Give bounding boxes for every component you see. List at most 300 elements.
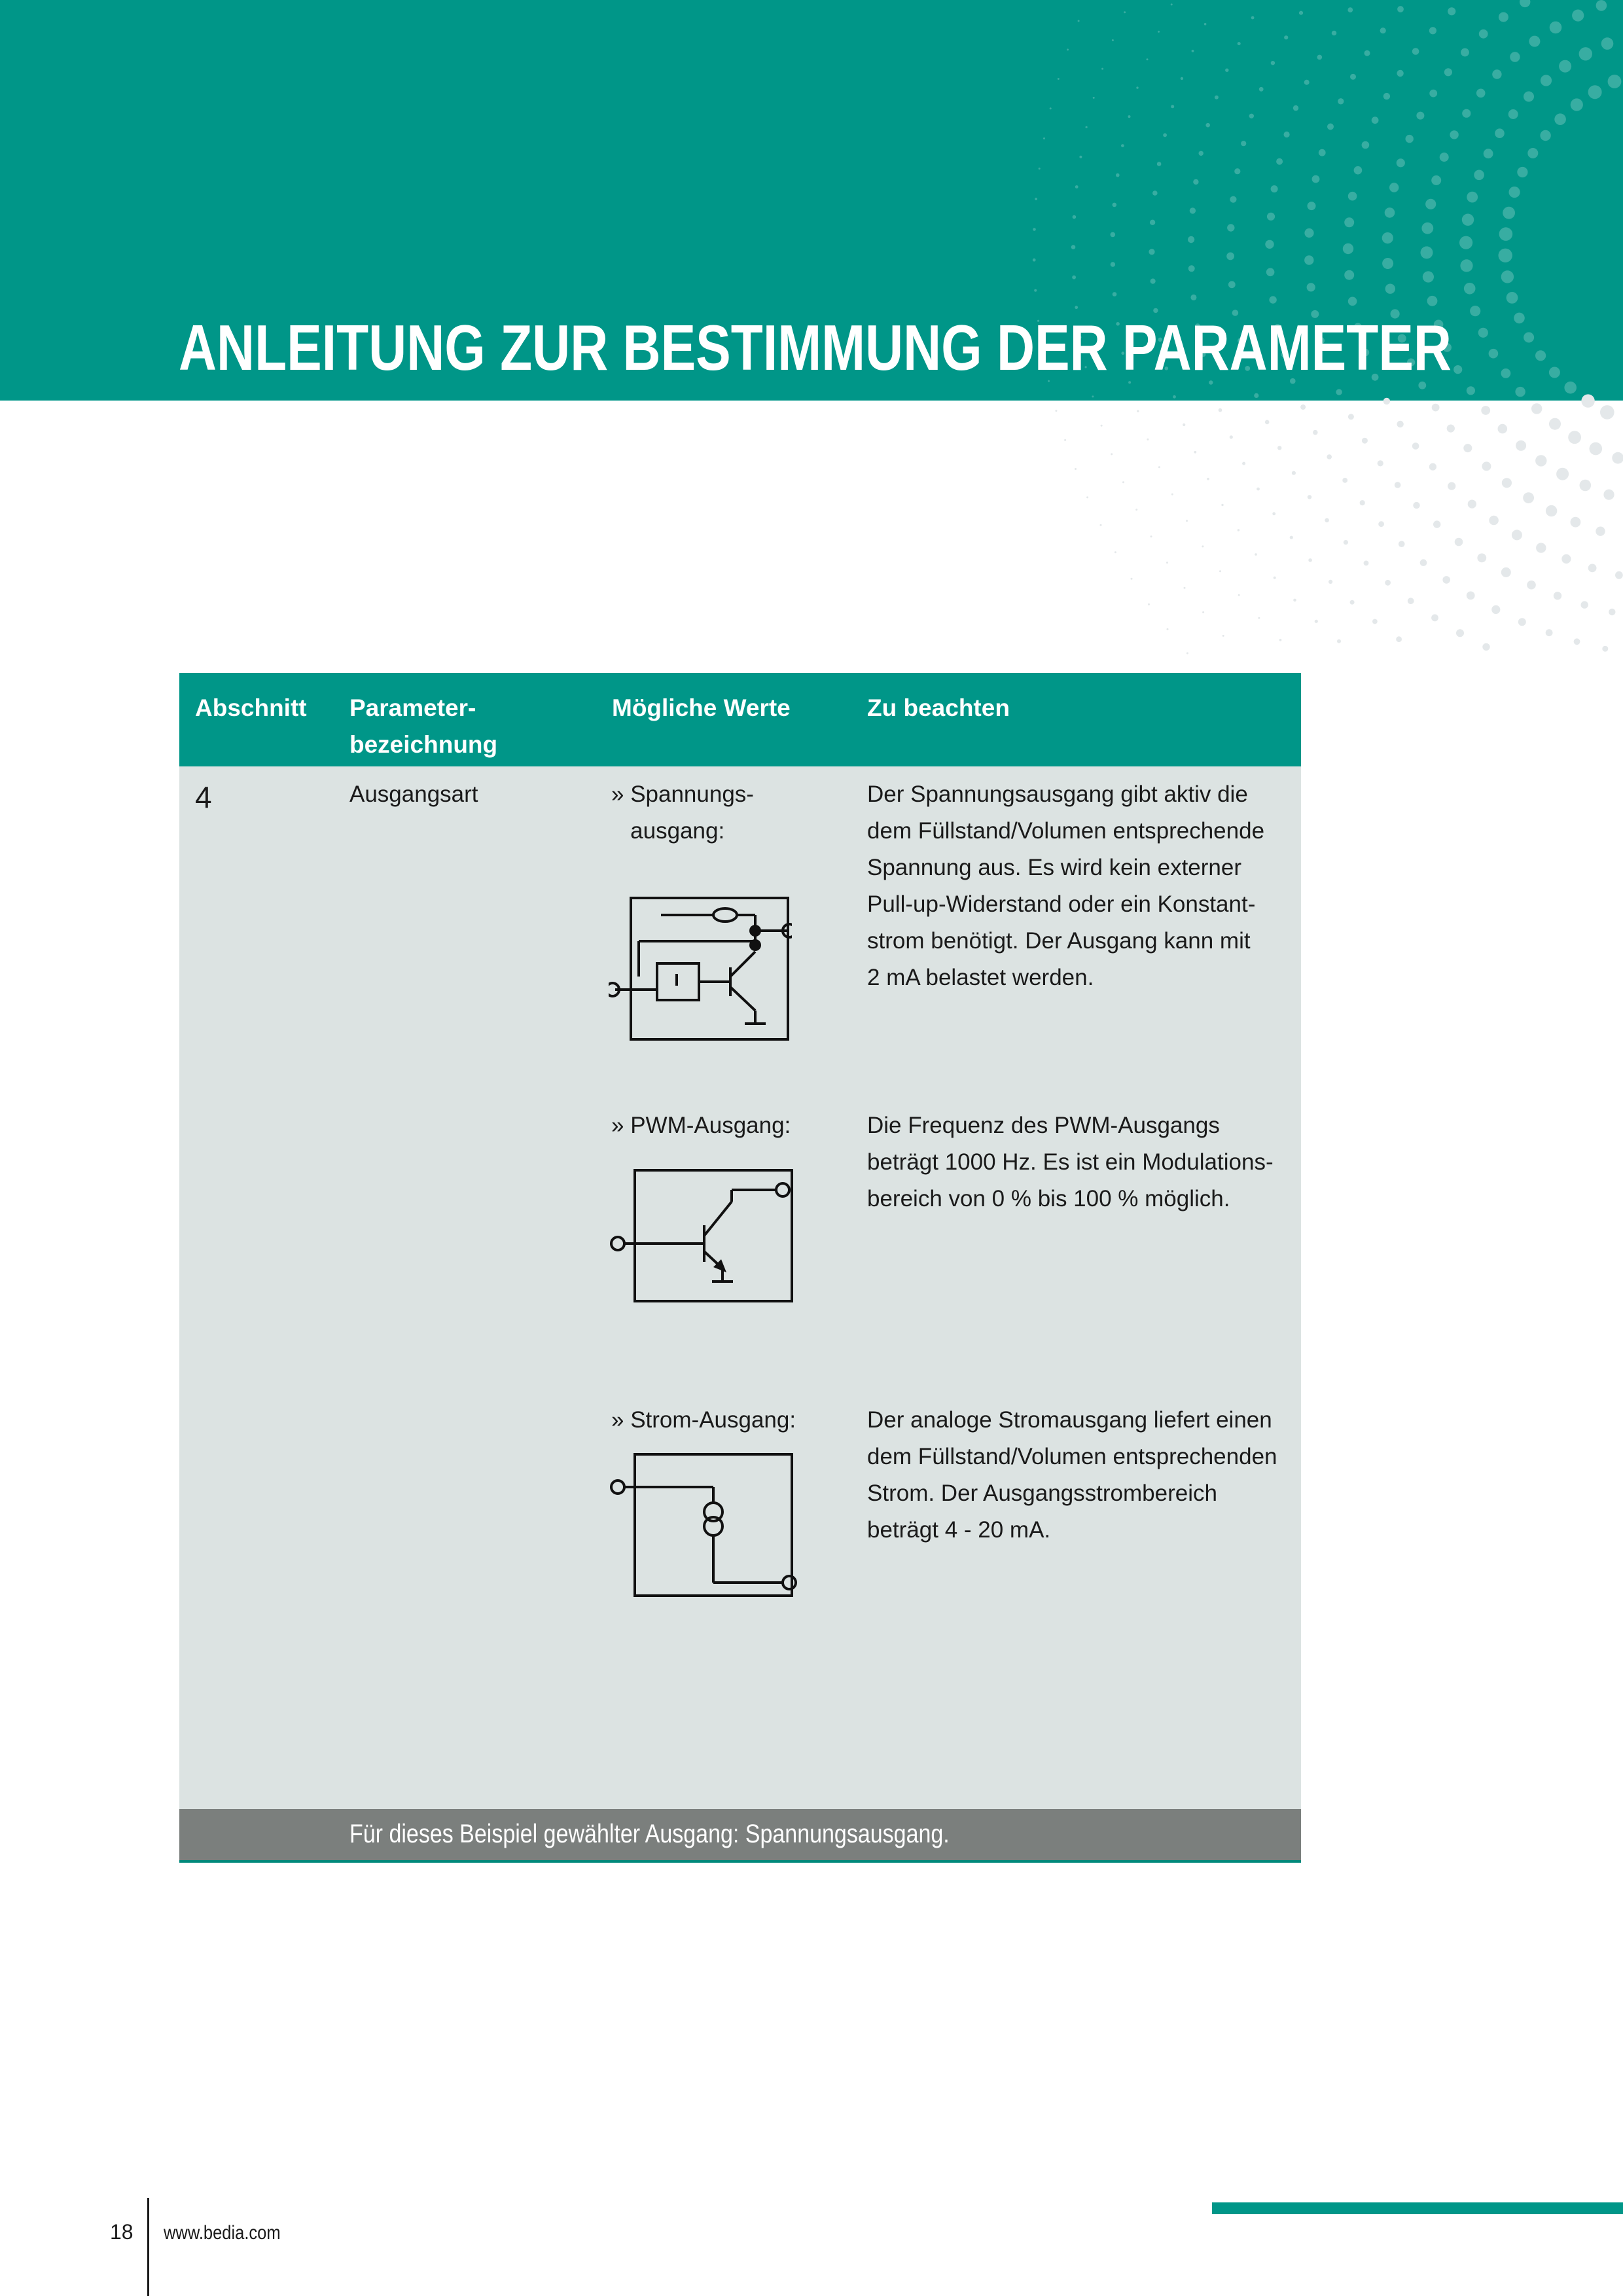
decorative-dot <box>1556 468 1569 480</box>
decorative-dot <box>1293 105 1298 111</box>
decorative-dot <box>1190 207 1196 213</box>
decorative-dot <box>1202 611 1204 613</box>
decorative-dot <box>1461 48 1469 57</box>
decorative-dot <box>1429 27 1436 34</box>
decorative-dot <box>1202 545 1204 547</box>
decorative-dot <box>1199 151 1204 156</box>
decorative-dot <box>1378 460 1383 466</box>
decorative-dot <box>1550 22 1562 34</box>
decorative-dot <box>1171 105 1174 108</box>
decorative-dot <box>1122 481 1124 483</box>
selected-output-text: Für dieses Beispiel gewählter Ausgang: Spannungsausgang. <box>349 1820 950 1848</box>
decorative-dot <box>1308 495 1311 499</box>
decorative-dot <box>1540 130 1550 141</box>
decorative-dot <box>1454 365 1462 374</box>
decorative-dot <box>1531 403 1542 414</box>
decorative-dot <box>1517 167 1527 177</box>
decorative-dot <box>1292 471 1296 475</box>
decorative-dot <box>1258 617 1260 619</box>
decorative-dot <box>1590 442 1603 456</box>
option-note-pwm: Die Frequenz des PWM-Ausgangs beträgt 1000 Hz. Es ist ein Modulations- bereich von 0 % bis 100 % möglich. <box>867 1113 1274 1211</box>
decorative-dot <box>1251 16 1255 20</box>
decorative-dot <box>1515 387 1525 397</box>
decorative-dot <box>1113 203 1117 207</box>
decorative-dot <box>1147 439 1149 440</box>
decorative-dot <box>1431 175 1441 185</box>
decorative-dot <box>1580 480 1592 492</box>
decorative-dot <box>1396 636 1402 642</box>
decorative-dot <box>1412 442 1419 450</box>
decorative-dot <box>1462 109 1471 118</box>
decorative-dot <box>1113 292 1117 296</box>
decorative-dot <box>1204 23 1207 26</box>
decorative-dot <box>1221 504 1223 506</box>
decorative-dot <box>1362 438 1368 444</box>
decorative-dot <box>1601 37 1614 50</box>
decorative-dot <box>1431 615 1438 622</box>
decorative-dot <box>1075 185 1079 188</box>
decorative-dot <box>1157 162 1162 166</box>
decorative-dot <box>1043 137 1045 139</box>
decorative-dot <box>1343 243 1353 254</box>
decorative-dot <box>1491 605 1500 614</box>
decorative-dot <box>1194 451 1196 454</box>
decorative-dot <box>1360 500 1365 505</box>
decorative-dot <box>1596 0 1607 11</box>
decorative-dot <box>1364 50 1370 56</box>
column-header-section: Abschnitt <box>195 694 307 721</box>
decorative-dot <box>1101 425 1103 427</box>
page-footer-divider <box>147 2198 149 2296</box>
decorative-dot <box>1313 430 1318 435</box>
decorative-dot <box>1429 90 1437 98</box>
decorative-dot <box>1304 80 1310 85</box>
decorative-dot <box>1559 60 1571 73</box>
option-note-voltage: Der Spannungsausgang gibt aktiv die dem Füllstand/Volumen entsprechende Spannung aus. Es wird kein externer Pull-up-Widerstand oder ein Konstant- strom benötigt. Der Ausgang kann mit 2 mA belastet werden. <box>867 781 1265 990</box>
decorative-dot <box>1348 192 1357 201</box>
decorative-dot <box>1433 520 1440 528</box>
decorative-dot <box>1266 268 1275 277</box>
decorative-dot <box>1116 173 1120 177</box>
decorative-dot <box>1255 553 1257 556</box>
decorative-dot <box>1035 198 1037 200</box>
decorative-dot <box>1304 255 1313 264</box>
decorative-dot <box>1495 128 1505 138</box>
decorative-dot <box>1541 75 1552 86</box>
decorative-dot <box>1167 628 1169 630</box>
decorative-dot <box>1459 236 1472 249</box>
decorative-dot <box>1602 646 1608 652</box>
decorative-dot <box>1158 31 1160 33</box>
decorative-dot <box>1315 620 1318 623</box>
decorative-dot <box>1293 599 1296 602</box>
decorative-dot <box>1192 50 1194 52</box>
decorative-dot <box>1086 126 1088 128</box>
decorative-dot <box>1149 249 1154 255</box>
decorative-dot <box>1327 124 1334 130</box>
decorative-dot <box>1512 529 1522 540</box>
decorative-dot <box>1265 420 1270 425</box>
decorative-dot <box>1071 245 1076 249</box>
decorative-dot <box>1596 527 1605 536</box>
decorative-dot <box>1131 578 1133 580</box>
decorative-dot <box>1238 42 1241 45</box>
decorative-dot <box>1348 414 1354 420</box>
decorative-dot <box>1050 107 1052 109</box>
decorative-dot <box>1561 554 1571 564</box>
decorative-dot <box>1354 166 1363 175</box>
decorative-dot <box>1448 482 1455 490</box>
decorative-dot <box>1535 350 1546 361</box>
decorative-dot <box>1064 439 1066 441</box>
decorative-dot <box>1111 453 1113 455</box>
decorative-dot <box>1574 638 1580 645</box>
decorative-dot <box>1219 570 1221 572</box>
decorative-dot <box>1385 207 1395 218</box>
decorative-dot <box>1312 175 1320 183</box>
decorative-dot <box>1205 123 1210 128</box>
decorative-dot <box>1166 562 1168 564</box>
decorative-dot <box>1308 202 1316 210</box>
selected-output-summary <box>179 1809 1301 1860</box>
decorative-dot <box>1535 455 1546 466</box>
decorative-dot <box>1225 69 1228 72</box>
decorative-dot <box>1524 92 1534 102</box>
decorative-dot <box>1455 538 1463 547</box>
decorative-dot <box>1308 558 1312 562</box>
decorative-dot <box>1171 493 1173 495</box>
decorative-dot <box>1347 7 1353 12</box>
decorative-dot <box>1579 47 1592 60</box>
decorative-dot <box>1529 36 1540 47</box>
decorative-dot <box>1284 35 1288 39</box>
decorative-dot <box>1350 600 1355 605</box>
decorative-dot <box>1271 185 1278 192</box>
decorative-dot <box>1190 295 1196 300</box>
decorative-dot <box>1317 55 1323 60</box>
decorative-dot <box>1382 258 1393 269</box>
decorative-dot <box>1508 109 1518 119</box>
decorative-dot <box>1397 70 1403 77</box>
decorative-dot <box>1279 639 1282 641</box>
decorative-dot <box>1520 0 1530 7</box>
decorative-dot <box>1516 440 1526 451</box>
decorative-dot <box>1319 149 1326 156</box>
decorative-dot <box>1269 296 1276 303</box>
voltage-output-circuit-icon <box>609 882 792 1052</box>
parameter-name: Ausgangsart <box>349 781 478 807</box>
decorative-dot <box>1112 39 1114 41</box>
decorative-dot <box>1073 215 1077 219</box>
decorative-dot <box>1380 27 1386 33</box>
decorative-dot <box>1378 521 1384 527</box>
decorative-dot <box>1527 581 1536 590</box>
decorative-dot <box>1429 463 1436 471</box>
decorative-dot <box>1265 240 1274 249</box>
decorative-dot <box>1226 253 1234 260</box>
decorative-dot <box>1034 289 1037 292</box>
decorative-dot <box>1484 149 1493 158</box>
decorative-dot <box>1412 48 1419 55</box>
decorative-dot <box>1033 228 1036 231</box>
decorative-dot <box>1163 134 1167 137</box>
decorative-dot <box>1100 524 1102 526</box>
decorative-dot <box>1427 296 1438 306</box>
decorative-dot <box>1397 6 1404 12</box>
decorative-dot <box>1382 232 1393 243</box>
decorative-dot <box>1498 424 1508 434</box>
decorative-dot <box>1476 89 1486 98</box>
decorative-dot <box>1447 425 1455 433</box>
decorative-dot <box>1501 270 1514 283</box>
decorative-dot <box>1183 423 1185 426</box>
decorative-dot <box>1612 452 1623 464</box>
decorative-dot <box>1078 20 1080 22</box>
decorative-dot <box>1276 158 1283 165</box>
decorative-dot <box>1507 292 1518 304</box>
decorative-dot <box>1432 404 1440 412</box>
decorative-dot <box>1468 500 1476 509</box>
pwm-output-circuit-icon <box>605 1164 794 1314</box>
decorative-dot <box>1128 115 1131 118</box>
decorative-dot <box>1564 382 1577 394</box>
decorative-dot <box>1572 10 1584 22</box>
decorative-dot <box>1600 405 1614 420</box>
decorative-dot <box>1499 12 1508 22</box>
decorative-dot <box>1549 367 1560 378</box>
decorative-dot <box>1272 512 1275 516</box>
decorative-dot <box>1101 68 1103 70</box>
decorative-dot <box>1456 629 1464 637</box>
decorative-dot <box>1603 490 1614 500</box>
decorative-dot <box>1227 224 1234 231</box>
decorative-dot <box>1329 580 1332 584</box>
decorative-dot <box>1228 281 1236 288</box>
decorative-dot <box>1207 478 1209 480</box>
decorative-dot <box>1238 594 1240 596</box>
decorative-dot <box>1152 190 1158 196</box>
decorative-dot <box>1423 271 1434 282</box>
decorative-dot <box>1067 48 1069 50</box>
decorative-dot <box>1372 619 1378 624</box>
decorative-dot <box>1092 395 1094 397</box>
decorative-dot <box>1383 93 1390 99</box>
decorative-dot <box>1421 223 1433 234</box>
table-header <box>179 673 1301 766</box>
section-number: 4 <box>195 780 212 814</box>
decorative-dot <box>1397 158 1405 167</box>
decorative-dot <box>1257 488 1260 491</box>
decorative-dot <box>1115 551 1116 553</box>
decorative-dot <box>1478 328 1488 338</box>
decorative-dot <box>1338 98 1344 104</box>
decorative-dot <box>1277 446 1281 450</box>
decorative-dot <box>1188 265 1195 272</box>
decorative-dot <box>1482 643 1489 651</box>
decorative-dot <box>1588 85 1602 99</box>
decorative-dot <box>1615 571 1623 579</box>
decorative-dot <box>1344 217 1354 227</box>
decorative-dot <box>1188 236 1194 243</box>
decorative-dot <box>1425 199 1436 209</box>
decorative-dot <box>1158 466 1160 468</box>
decorative-dot <box>1234 168 1240 174</box>
decorative-dot <box>1489 516 1499 526</box>
decorative-dot <box>1135 509 1137 511</box>
decorative-dot <box>1524 332 1534 343</box>
decorative-dot <box>1527 148 1538 158</box>
decorative-dot <box>1079 156 1082 158</box>
decorative-dot <box>1440 152 1449 162</box>
decorative-dot <box>1546 629 1553 636</box>
decorative-dot <box>1254 393 1258 398</box>
decorative-dot <box>1489 349 1499 359</box>
option-label-current: » Strom-Ausgang: <box>611 1407 796 1433</box>
decorative-dot <box>1462 214 1474 226</box>
decorative-dot <box>1499 249 1512 262</box>
decorative-dot <box>1173 395 1176 399</box>
decorative-dot <box>1332 31 1337 36</box>
decorative-dot <box>1304 228 1313 238</box>
decorative-dot <box>1588 564 1597 573</box>
decorative-dot <box>1413 502 1419 509</box>
decorative-dot <box>1271 61 1275 65</box>
decorative-dot <box>1055 410 1057 412</box>
decorative-dot <box>1444 68 1452 76</box>
decorative-dot <box>1337 639 1341 643</box>
decorative-dot <box>1467 192 1478 203</box>
decorative-dot <box>1327 454 1332 459</box>
decorative-dot <box>1230 196 1236 203</box>
decorative-dot <box>1571 98 1583 111</box>
column-header-values: Mögliche Werte <box>612 694 791 721</box>
decorative-dot <box>1336 389 1342 395</box>
decorative-dot <box>1186 653 1188 655</box>
decorative-dot <box>1470 306 1480 316</box>
decorative-dot <box>1549 418 1561 430</box>
decorative-dot <box>1463 444 1472 452</box>
decorative-dot <box>1075 306 1078 309</box>
decorative-dot <box>1150 535 1152 537</box>
decorative-dot <box>1086 496 1088 498</box>
decorative-dot <box>1150 279 1156 284</box>
decorative-dot <box>1420 559 1427 566</box>
decorative-dot <box>1571 517 1581 528</box>
decorative-dot <box>1249 114 1254 118</box>
decorative-dot <box>1348 297 1357 306</box>
option-label-pwm: » PWM-Ausgang: <box>611 1113 791 1138</box>
decorative-dot <box>1448 7 1455 15</box>
decorative-dot <box>1501 368 1511 378</box>
decorative-dot <box>1150 220 1155 225</box>
decorative-dot <box>1300 404 1306 410</box>
website-link[interactable]: www.bedia.com <box>164 2222 281 2244</box>
decorative-dot <box>1137 410 1139 412</box>
decorative-dot <box>1581 394 1594 407</box>
decorative-dot <box>1290 536 1293 539</box>
decorative-dot <box>1219 408 1222 412</box>
decorative-dot <box>1546 505 1557 516</box>
decorative-dot <box>1460 259 1472 272</box>
table-bottom-rule <box>179 1860 1301 1863</box>
bottom-accent-bar <box>1212 2202 1623 2214</box>
decorative-dot <box>1267 213 1275 221</box>
current-output-circuit-icon <box>605 1452 801 1622</box>
decorative-dot <box>1230 435 1233 439</box>
decorative-dot <box>1039 168 1041 170</box>
decorative-dot <box>1416 112 1424 120</box>
decorative-dot <box>1238 529 1240 531</box>
decorative-dot <box>1186 520 1188 522</box>
decorative-dot <box>1193 179 1198 185</box>
decorative-dot <box>1389 183 1399 192</box>
decorative-dot <box>1215 96 1219 99</box>
option-note-current: Der analoge Stromausgang liefert einen dem Füllstand/Volumen entsprechenden Strom. Der Ausgangsstrombereich beträgt 4 - 20 mA. <box>867 1407 1277 1543</box>
decorative-dot <box>1058 78 1060 80</box>
decorative-dot <box>1385 284 1395 294</box>
decorative-dot <box>1072 276 1076 279</box>
decorative-dot <box>1536 543 1546 552</box>
decorative-dot <box>1568 431 1581 444</box>
decorative-dot <box>1259 87 1264 92</box>
decorative-dot <box>1477 554 1486 563</box>
decorative-dot <box>1492 69 1501 79</box>
decorative-dot <box>1450 130 1458 139</box>
decorative-dot <box>1609 609 1615 615</box>
page-number: 18 <box>110 2220 134 2244</box>
decorative-dot <box>1523 492 1534 503</box>
decorative-dot <box>1467 386 1475 395</box>
decorative-dot <box>1608 75 1622 88</box>
decorative-dot <box>1467 592 1475 600</box>
parameter-table <box>179 673 1301 1863</box>
decorative-dot <box>1242 462 1245 465</box>
decorative-dot <box>1111 232 1116 238</box>
decorative-dot <box>1395 482 1401 488</box>
decorative-dot <box>1148 603 1150 605</box>
decorative-dot <box>1499 227 1513 241</box>
page-title: ANLEITUNG ZUR BESTIMMUNG DER PARAMETER <box>179 312 1452 384</box>
decorative-dot <box>1136 86 1138 88</box>
decorative-dot <box>1502 478 1512 488</box>
decorative-dot <box>1362 141 1370 149</box>
decorative-dot <box>1299 11 1303 15</box>
decorative-dot <box>1325 518 1329 523</box>
decorative-dot <box>1510 52 1520 62</box>
decorative-dot <box>1442 576 1450 584</box>
decorative-dot <box>1554 592 1561 600</box>
decorative-dot <box>1121 144 1124 147</box>
decorative-dot <box>1397 421 1403 427</box>
decorative-dot <box>1124 11 1126 13</box>
decorative-dot <box>1385 580 1391 586</box>
decorative-dot <box>1501 567 1511 577</box>
decorative-dot <box>1514 313 1525 324</box>
decorative-dot <box>1518 618 1526 626</box>
decorative-dot <box>1408 598 1414 604</box>
decorative-dot <box>1222 635 1224 637</box>
decorative-dot <box>1406 135 1414 143</box>
decorative-dot <box>1464 283 1476 295</box>
decorative-dot <box>1481 406 1490 415</box>
decorative-dot <box>1344 270 1354 280</box>
decorative-dot <box>1350 74 1356 80</box>
decorative-dot <box>1372 117 1379 124</box>
decorative-dot <box>1342 478 1347 483</box>
column-header-notes: Zu beachten <box>867 694 1010 721</box>
decorative-dot <box>1509 187 1520 198</box>
decorative-dot <box>1284 132 1290 137</box>
